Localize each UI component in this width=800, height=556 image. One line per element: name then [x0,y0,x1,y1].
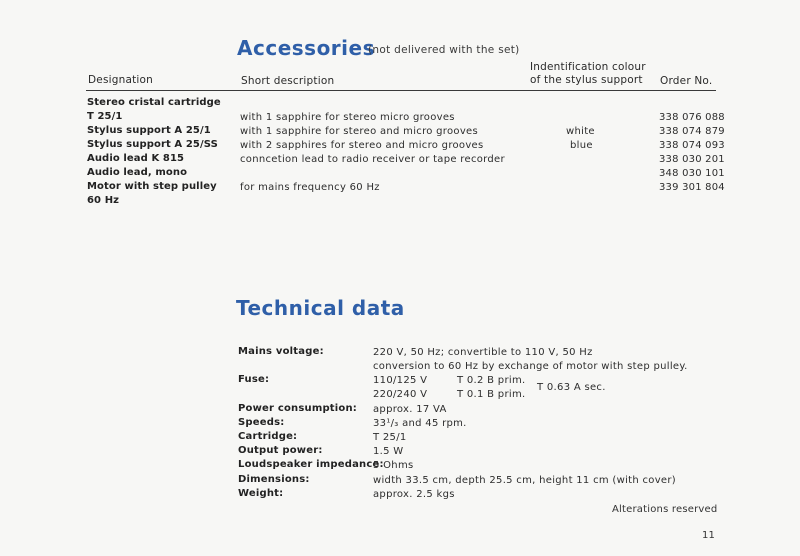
weight-label: Weight: [238,488,284,499]
order-number-cell: 338 074 879 [659,126,725,137]
designation-cell: 60 Hz [87,195,120,206]
dimensions-value: width 33.5 cm, depth 25.5 cm, height 11 cm (with cover) [373,475,676,486]
fuse-label: Fuse: [238,374,270,385]
designation-header: Designation [88,74,154,86]
order-number-cell: 338 074 093 [659,140,725,151]
description-cell: conncetion lead to radio receiver or tape recorder [240,154,505,165]
colour-header-line1: Indentification colour [530,61,646,73]
order-no-header: Order No. [660,75,713,87]
order-number-cell: 338 076 088 [659,112,725,123]
loudspeaker-impedance-value: 5 Ohms [373,460,414,471]
description-cell: with 2 sapphires for stereo and micro grooves [240,140,484,151]
output-power-value: 1.5 W [373,446,404,457]
designation-cell: Stylus support A 25/1 [87,125,211,136]
fuse-voltage-2: 220/240 V [373,389,428,400]
cartridge-value: T 25/1 [373,432,407,443]
fuse-primary-1: T 0.2 B prim. [457,375,526,386]
alterations-note: Alterations reserved [612,504,718,515]
colour-cell: white [566,126,595,137]
mains-voltage-value: 220 V, 50 Hz; convertible to 110 V, 50 Hz [373,347,593,358]
accessories-note: (not delivered with the set) [368,44,520,56]
designation-cell: T 25/1 [87,111,123,122]
fuse-voltage-1: 110/125 V [373,375,428,386]
designation-cell: Stylus support A 25/SS [87,139,218,150]
fuse-primary-2: T 0.1 B prim. [457,389,526,400]
short-description-header: Short description [241,75,335,87]
loudspeaker-impedance-label: Loudspeaker impedance: [238,459,384,470]
header-rule [86,90,716,91]
colour-header-line2: of the stylus support [530,74,643,86]
description-cell: for mains frequency 60 Hz [240,182,380,193]
fuse-secondary: T 0.63 A sec. [537,382,606,393]
order-number-cell: 338 030 201 [659,154,725,165]
designation-cell: Motor with step pulley [87,181,217,192]
mains-voltage-label: Mains voltage: [238,346,324,357]
speeds-label: Speeds: [238,417,285,428]
description-cell: with 1 sapphire for stereo and micro grooves [240,126,479,137]
colour-cell: blue [570,140,593,151]
cartridge-label: Cartridge: [238,431,298,442]
speeds-value: 33¹/₃ and 45 rpm. [373,418,467,429]
order-number-cell: 339 301 804 [659,182,725,193]
designation-cell: Stereo cristal cartridge [87,97,221,108]
mains-conversion-note: conversion to 60 Hz by exchange of motor with step pulley. [373,361,688,372]
technical-data-title: Technical data [236,296,405,320]
order-number-cell: 348 030 101 [659,168,725,179]
weight-value: approx. 2.5 kgs [373,489,455,500]
description-cell: with 1 sapphire for stereo micro grooves [240,112,455,123]
designation-cell: Audio lead K 815 [87,153,185,164]
page-number: 11 [702,530,716,541]
designation-cell: Audio lead, mono [87,167,188,178]
accessories-title: Accessories [237,36,375,60]
power-consumption-value: approx. 17 VA [373,404,447,415]
power-consumption-label: Power consumption: [238,403,357,414]
dimensions-label: Dimensions: [238,474,310,485]
output-power-label: Output power: [238,445,323,456]
